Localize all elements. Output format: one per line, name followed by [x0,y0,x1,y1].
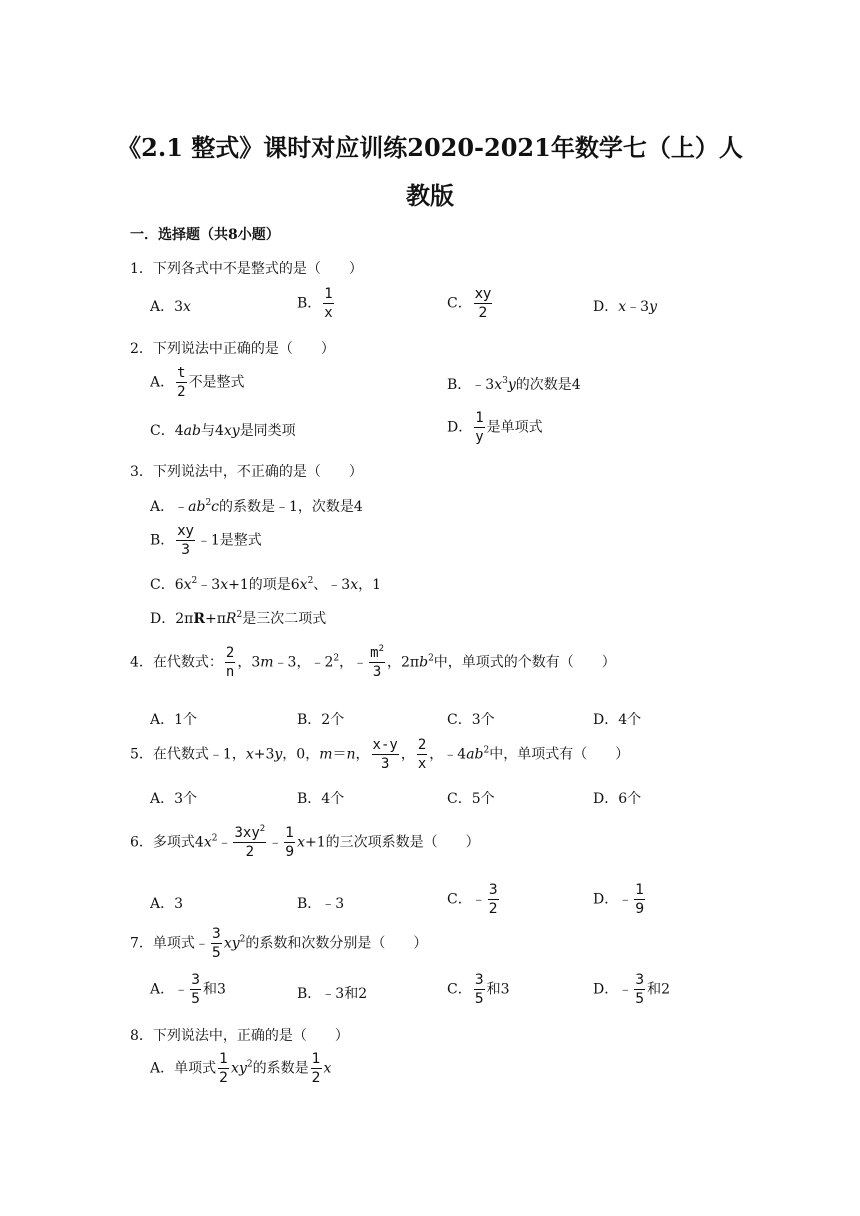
fraction: $\frac{x-y}{3}$ [372,737,398,772]
q6-option-a: A．3 [150,896,184,912]
q4-option-d: D．4个 [593,712,642,728]
fraction: $\frac{3}{5}$ [191,972,201,1007]
q6-option-d: D．﹣ $\frac{1}{9}$ [593,882,645,917]
q7-option-b: B．﹣3和2 [297,986,368,1002]
q4-option-b: B．2个 [297,712,345,728]
q4-option-a: A．1个 [150,712,198,728]
q3-option-d: D．$2\pi R+\pi R^2$是三次二项式 [150,610,327,627]
q1-option-d: D．x﹣3y [593,299,657,315]
q3-option-a: A．$﹣ab^2c$的系数是﹣1，次数是4 [150,498,363,515]
fraction: $\frac{m^2}{3}$ [370,644,384,680]
q5-option-a: A．3个 [150,791,198,807]
fraction: $\frac{1}{2}$ [311,1051,321,1086]
question-6-stem: 6．多项式$4x^2﹣$ $\frac{3xy^2}{2}$ ﹣ $\frac{1}{9}$ x+1的三次项系数是（ ） [130,824,480,860]
q5-option-b: B．4个 [297,791,345,807]
question-3-stem: 3．下列说法中，不正确的是（ ） [130,464,363,480]
fraction: $\frac{1}{9}$ [635,882,645,917]
fraction: $\frac{3}{5}$ [211,926,221,961]
fraction: $\frac{2}{n}$ [225,645,235,680]
fraction: $\frac{2}{x}$ [417,737,427,772]
question-4-stem: 4．在代数式： $\frac{2}{n}$ ，3m﹣3，$﹣2^2$，﹣ $\frac{m^2}{3}$ ，$2\pi b^2$中，单项式的个数有（ ） [130,644,616,680]
fraction: $\frac{xy}{3}$ [177,523,194,558]
q2-option-a: A． $\frac{t}{2}$ 不是整式 [150,365,245,400]
q6-option-c: C．﹣ $\frac{3}{2}$ [447,882,498,917]
q7-option-c: C． $\frac{3}{5}$ 和3 [447,972,510,1007]
q2-option-d: D． $\frac{1}{y}$ 是单项式 [447,410,543,445]
fraction: $\frac{1}{2}$ [219,1051,229,1086]
document-title-line2: 教版 [406,181,454,210]
q3-option-c: C．$6x^2﹣3x+1$的项是$6x^2$、﹣3x，1 [150,576,382,593]
question-1-stem: 1．下列各式中不是整式的是（ ） [130,261,363,277]
section-heading: 一．选择题（共8小题） [130,227,280,243]
q1-option-b: B． $\frac{1}{x}$ [297,286,333,321]
fraction: $\frac{1}{x}$ [324,286,333,321]
fraction: $\frac{3xy^2}{2}$ [234,824,266,860]
q7-option-d: D．﹣ $\frac{3}{5}$ 和2 [593,972,671,1007]
question-8-stem: 8．下列说法中，正确的是（ ） [130,1028,349,1044]
q1-option-a: A．3x [150,299,191,315]
q3-option-b: B． $\frac{xy}{3}$ ﹣1是整式 [150,523,262,558]
document-title-line1: 《2.1 整式》课时对应训练2020-2021年数学七（上）人 [117,133,743,162]
fraction: $\frac{3}{5}$ [474,972,484,1007]
q2-option-b: B．$﹣3x^3y$的次数是4 [447,376,581,393]
q8-option-a: A．单项式 $\frac{1}{2}$ $xy^2$的系数是 $\frac{1}{2}$ x [150,1051,332,1086]
fraction: $\frac{xy}{2}$ [474,286,492,321]
fraction: $\frac{1}{9}$ [285,825,295,860]
fraction: $\frac{1}{y}$ [475,410,484,445]
question-5-stem: 5．在代数式﹣1，x+3y，0，m＝n， $\frac{x-y}{3}$ ， $\frac{2}{x}$ ，$﹣4ab^2$中，单项式有（ ） [130,737,630,772]
q5-option-c: C．5个 [447,791,495,807]
fraction: $\frac{3}{2}$ [488,882,498,917]
q4-option-c: C．3个 [447,712,495,728]
q6-option-b: B．﹣3 [297,896,345,912]
q1-option-c: C． $\frac{xy}{2}$ [447,286,492,321]
question-7-stem: 7．单项式﹣ $\frac{3}{5}$ $xy^2$的系数和次数分别是（ ） [130,926,428,961]
q7-option-a: A．﹣ $\frac{3}{5}$ 和3 [150,972,226,1007]
question-2-stem: 2．下列说法中正确的是（ ） [130,341,335,357]
fraction: $\frac{3}{5}$ [635,972,645,1007]
q5-option-d: D．6个 [593,791,642,807]
q2-option-c: C．4ab与4xy是同类项 [150,423,296,439]
fraction: $\frac{t}{2}$ [177,365,186,400]
